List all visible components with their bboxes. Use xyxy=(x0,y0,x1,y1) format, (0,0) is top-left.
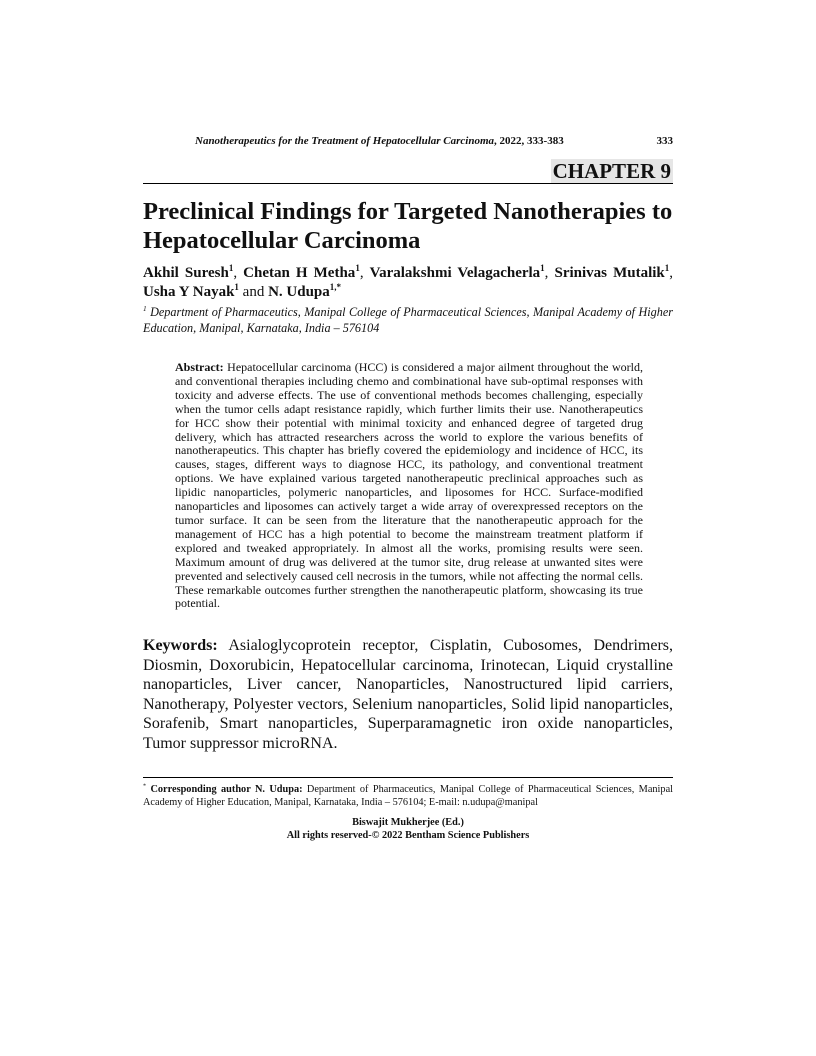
book-details: , 2022, 333-383 xyxy=(494,135,564,147)
page-column xyxy=(143,133,673,842)
running-head xyxy=(195,133,564,149)
chapter-title: Preclinical Findings for Targeted Nanotherapies to Hepatocellular Carcinoma xyxy=(143,198,673,254)
keywords-text: Asialoglycoprotein receptor, Cisplatin, Cubosomes, Dendrimers, Diosmin, Doxorubicin, Hepatocellular carcinoma, Irinotecan, Liquid crystalline nanoparticles, Liver cancer, Nanoparticles, Nanostructured lipid carriers, Nanotherapy, Polyester vectors, Selenium nanoparticles, Solid lipid nanoparticles, Sorafenib, Smart nanoparticles, Superparamagnetic iron oxide nanoparticles, Tumor suppressor microRNA. xyxy=(143,637,673,752)
abstract xyxy=(175,361,643,611)
book-title: Nanotherapeutics for the Treatment of Hepatocellular Carcinoma xyxy=(195,135,495,147)
page-number: 333 xyxy=(656,135,673,147)
author: Usha Y Nayak$^1$ and xyxy=(143,282,269,300)
author-list xyxy=(143,264,673,302)
editor: Biswajit Mukherjee (Ed.) xyxy=(352,817,464,829)
affiliation: $^1$ Department of Pharmaceutics, Manipal College of Pharmaceutical Sciences, Manipal Academy of Higher Education, Manipal, Karnataka, India – 576104 xyxy=(143,303,673,335)
abstract-label: Abstract: xyxy=(175,360,224,374)
footnote-divider xyxy=(143,777,673,778)
author: Varalakshmi Velagacherla$^1$, xyxy=(369,263,555,281)
author: N. Udupa$^{1,*}$ xyxy=(268,282,342,300)
divider xyxy=(143,183,673,184)
page-header xyxy=(143,133,673,149)
author: Akhil Suresh$^1$, xyxy=(143,263,244,281)
author: Chetan H Metha$^1$, xyxy=(243,263,370,281)
footnote: * Corresponding author N. Udupa: Department of Pharmaceutics, Manipal College of Pharmaceutical Sciences, Manipal Academy of Higher Education, Manipal, Karnataka, India – 576104; E-mail: n.udupa@manipal xyxy=(143,782,673,809)
abstract-text: Hepatocellular carcinoma (HCC) is considered a major ailment throughout the world, and conventional therapies including chemo and combinational have sub-optimal responses with toxicity and adverse effects. The use of conventional methods becomes challenging, especially when the tumor cells adapt resistance rapidly, which further limits their use. Nanotherapeutics for HCC show their potential with minimal toxicity and enhanced degree of targeted drug delivery, which has attracted researchers across the world to explore the various benefits of nanotherapeutics. This chapter has briefly covered the epidemiology and incidence of HCC, its causes, stages, different ways to diagnose HCC, its pathology, and conventional treatment options. We have explained various targeted nanotherapeutic preclinical approaches such as lipidic nanoparticles, polymeric nanoparticles, and liposomes for HCC. Surface-modified nanoparticles and liposomes can actively target a wide array of overexpressed receptors on the tumor surface. It can be seen from the literature that the nanotherapeutic approach for the management of HCC has a high potential to become the mainstream treatment platform if explored and tweaked appropriately. In almost all the works, promising results were seen. Maximum amount of drug was delivered at the tumor site, drug release at unwanted sites were prevented and selectively caused cell necrosis in the tumors, while not affecting the normal cells. These remarkable outcomes further strengthen the nanotherapeutic platform, showcasing its true potential. xyxy=(175,360,643,611)
publisher-info xyxy=(143,817,673,842)
chapter-label: CHAPTER 9 xyxy=(552,159,671,183)
chapter-label-row xyxy=(143,159,673,183)
copyright: All rights reserved-© 2022 Bentham Science Publishers xyxy=(286,829,530,841)
author: Srinivas Mutalik$^1$, xyxy=(554,263,674,281)
keywords-label: Keywords: xyxy=(143,637,218,655)
keywords xyxy=(143,636,673,753)
